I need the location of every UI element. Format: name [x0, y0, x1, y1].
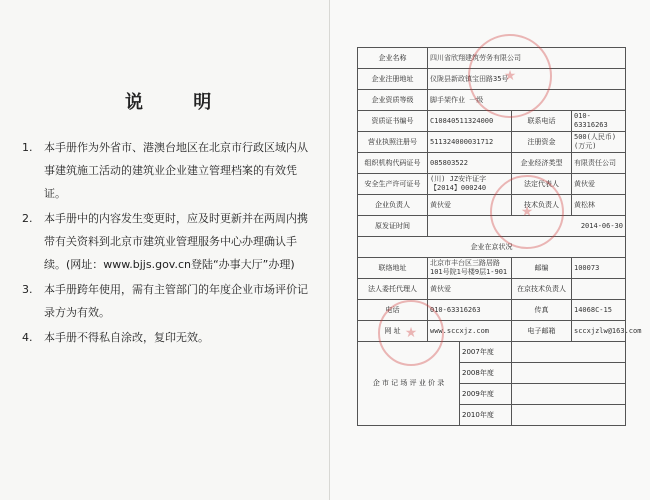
note-item — [22, 278, 312, 324]
table-row — [358, 132, 626, 153]
responsible-value: 黄伙爱 — [428, 195, 512, 216]
table-row — [358, 195, 626, 216]
note-number: 4. — [22, 331, 33, 344]
year-2007: 2007年度 — [460, 342, 512, 363]
phone-label: 联系电话 — [512, 111, 572, 132]
email-value: sccxjzlw@163.com — [572, 321, 626, 342]
company-name-label: 企业名称 — [358, 48, 428, 69]
note-item — [22, 207, 312, 276]
table-row — [358, 111, 626, 132]
reg-address-value: 仪陇县新政镇宝田路35号 — [428, 69, 626, 90]
year-2010-record — [512, 405, 626, 426]
market-evaluation-label: 企 市 记 场 评 业 价 录 — [358, 342, 460, 426]
year-2009: 2009年度 — [460, 384, 512, 405]
postcode-label: 邮编 — [512, 258, 572, 279]
beijing-office-heading: 企业在京状况 — [358, 237, 626, 258]
company-seal-stamp: ★ — [468, 34, 552, 118]
notes-list — [22, 136, 312, 351]
company-seal-stamp: ★ — [490, 175, 564, 249]
note-item — [22, 136, 312, 205]
license-no-value: 511324000031712 — [428, 132, 512, 153]
note-item — [22, 326, 312, 349]
cert-no-label: 资质证书编号 — [358, 111, 428, 132]
note-number: 1. — [22, 141, 33, 154]
table-row — [358, 48, 626, 69]
proxy-value: 黄伙爱 — [428, 279, 512, 300]
bj-tech-lead-value — [572, 279, 626, 300]
table-row — [358, 258, 626, 279]
note-number: 3. — [22, 283, 33, 296]
table-row — [358, 237, 626, 258]
postcode-value: 100073 — [572, 258, 626, 279]
tech-lead-label: 技术负责人 — [512, 195, 572, 216]
company-name-value: 四川省欣翔建筑劳务有限公司 — [428, 48, 626, 69]
table-row — [358, 174, 626, 195]
fax-value: 14068C-15 — [572, 300, 626, 321]
org-code-value: 085803522 — [428, 153, 512, 174]
year-2008-record — [512, 363, 626, 384]
note-text: 本手册作为外省市、港澳台地区在北京市行政区域内从事建筑施工活动的建筑业企业建立管理档案的有效凭证。 — [44, 141, 308, 200]
website-label: 网 址 — [358, 321, 428, 342]
table-row — [358, 153, 626, 174]
website-value: www.sccxjz.com — [428, 321, 512, 342]
legal-rep-value: 黄伙爱 — [572, 174, 626, 195]
note-text: 本手册跨年使用，需有主管部门的年度企业市场评价记录方为有效。 — [44, 283, 308, 319]
phone-value: 010-63316263 — [572, 111, 626, 132]
econ-type-label: 企业经济类型 — [512, 153, 572, 174]
official-seal-stamp: ★ — [378, 300, 444, 366]
econ-type-value: 有限责任公司 — [572, 153, 626, 174]
year-2010: 2010年度 — [460, 405, 512, 426]
license-no-label: 营业执照注册号 — [358, 132, 428, 153]
capital-label: 注册资金 — [512, 132, 572, 153]
safety-permit-value: (川) JZ安许证字【2014】000240 — [428, 174, 512, 195]
legal-rep-label: 法定代表人 — [512, 174, 572, 195]
cert-no-value: C10840511324000 — [428, 111, 512, 132]
email-label: 电子邮箱 — [512, 321, 572, 342]
table-row — [358, 342, 626, 363]
proxy-label: 法人委托代理人 — [358, 279, 428, 300]
table-row — [358, 321, 626, 342]
phone2-value: 010-63316263 — [428, 300, 512, 321]
bj-tech-lead-label: 在京技术负责人 — [512, 279, 572, 300]
table-row — [358, 216, 626, 237]
filing-time-label: 原发证时间 — [358, 216, 428, 237]
note-text: 本手册不得私自涂改，复印无效。 — [44, 331, 209, 344]
table-row — [358, 90, 626, 111]
year-2007-record — [512, 342, 626, 363]
page-title: 说 明 — [125, 92, 234, 113]
fax-label: 传真 — [512, 300, 572, 321]
org-code-label: 组织机构代码证号 — [358, 153, 428, 174]
qualification-label: 企业资质等级 — [358, 90, 428, 111]
responsible-label: 企业负责人 — [358, 195, 428, 216]
filing-time-value: 2014-06-30 — [428, 216, 626, 237]
table-row — [358, 279, 626, 300]
note-number: 2. — [22, 212, 33, 225]
contact-address-value: 北京市丰台区三路居路101号院1号楼9层1-901 — [428, 258, 512, 279]
capital-value: 500(人民币)(万元) — [572, 132, 626, 153]
contact-address-label: 联络地址 — [358, 258, 428, 279]
note-text: 本手册中的内容发生变更时，应及时更新并在两周内携带有关资料到北京市建筑业管理服务中心办理确认手续。(网址：www.bjjs.gov.cn登陆“办事大厅”办理) — [44, 212, 308, 271]
year-2009-record — [512, 384, 626, 405]
table-row — [358, 69, 626, 90]
phone2-label: 电话 — [358, 300, 428, 321]
safety-permit-label: 安全生产许可证号 — [358, 174, 428, 195]
tech-lead-value: 黄松林 — [572, 195, 626, 216]
reg-address-label: 企业注册地址 — [358, 69, 428, 90]
company-registration-table — [357, 47, 642, 426]
year-2008: 2008年度 — [460, 363, 512, 384]
table-row — [358, 300, 626, 321]
qualification-value: 脚手架作业 一级 — [428, 90, 626, 111]
